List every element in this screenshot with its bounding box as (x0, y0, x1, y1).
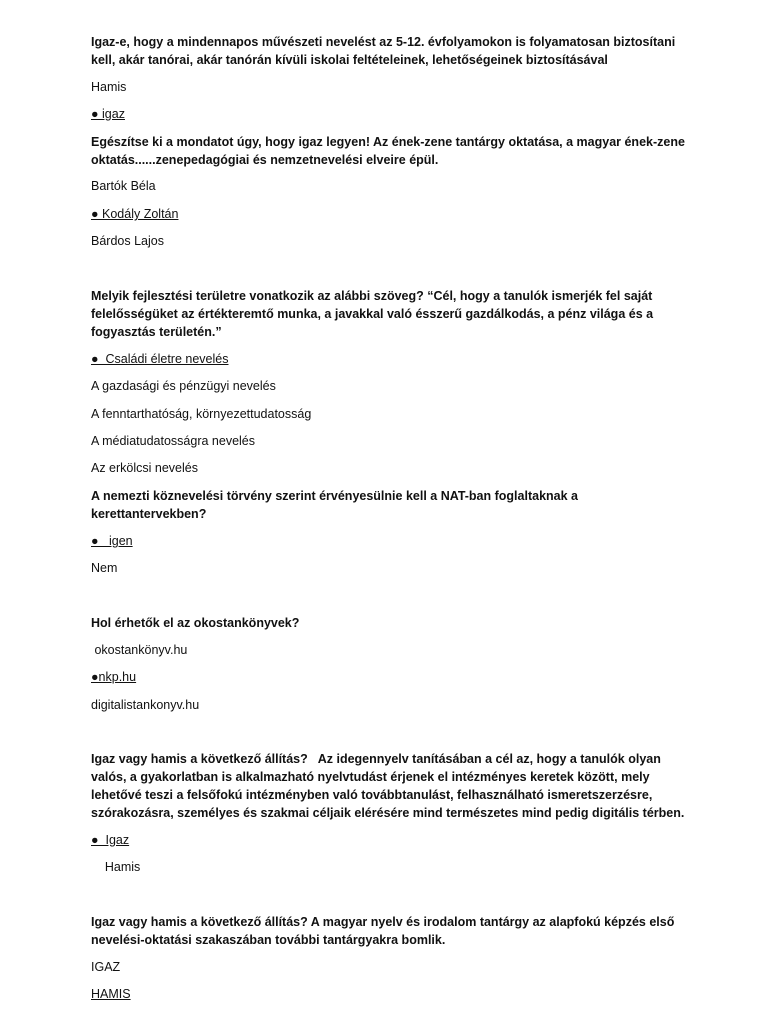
question-7-line-2: nevelési-oktatási szakaszában további tantárgyakra bomlik. (91, 933, 446, 947)
question-3-line-1: Melyik fejlesztési területre vonatkozik az alábbi szöveg? “Cél, hogy a tanulók ismerjék fel saját (91, 289, 653, 303)
question-4-option-2: Nem (91, 561, 118, 575)
question-7-option-1: IGAZ (91, 960, 121, 974)
question-3-option-2: A gazdasági és pénzügyi nevelés (91, 379, 276, 393)
question-1-option-2-selected: ● igaz (91, 107, 125, 121)
question-3-line-2: felelősségüket az értékteremtő munka, a javakkal való ésszerű gazdálkodás, a pénz világa és a (91, 307, 654, 321)
question-2-option-1: Bartók Béla (91, 179, 156, 193)
question-3-option-5: Az erkölcsi nevelés (91, 461, 198, 475)
question-3-option-4: A médiatudatosságra nevelés (91, 434, 255, 448)
question-2-option-2-selected: ● Kodály Zoltán (91, 207, 179, 221)
question-7-line-1: Igaz vagy hamis a következő állítás? A magyar nyelv és irodalom tantárgy az alapfokú képzés első (91, 915, 675, 929)
question-2-line-1: Egészítse ki a mondatot úgy, hogy igaz legyen! Az ének-zene tantárgy oktatása, a magyar ének-zene (91, 135, 685, 149)
question-6-option-2: Hamis (91, 860, 141, 874)
question-1-option-1: Hamis (91, 80, 127, 94)
question-5-line-1: Hol érhetők el az okostankönyvek? (91, 616, 300, 630)
question-1-line-1: Igaz-e, hogy a mindennapos művészeti nevelést az 5-12. évfolyamokon is folyamatosan biztosítani (91, 35, 676, 49)
question-5-option-3: digitalistankonyv.hu (91, 698, 200, 712)
question-5-option-2-selected: ●nkp.hu (91, 670, 137, 684)
question-7-option-2-selected: HAMIS (91, 987, 131, 1001)
question-6-line-4: szórakozásra, személyes és szakmai céljaik elérésére mind természetes mind pedig digitális térben. (91, 806, 685, 820)
question-4-line-2: kerettantervekben? (91, 507, 207, 521)
question-6-option-1-selected: ● Igaz (91, 833, 130, 847)
question-6-line-1: Igaz vagy hamis a következő állítás? Az idegennyelv tanításában a cél az, hogy a tanulók olyan (91, 752, 661, 766)
question-3-option-3: A fenntarthatóság, környezettudatosság (91, 407, 312, 421)
question-6-line-3: lehetővé teszi a felsőfokú intézményben való továbbtanulást, felhasználható ismeretszerzésre, (91, 788, 653, 802)
question-2-line-2: oktatás......zenepedagógiai és nemzetnevelési elveire épül. (91, 153, 439, 167)
question-4-option-1-selected: ● igen (91, 534, 133, 548)
question-6-line-2: valós, a gyakorlatban is alkalmazható nyelvtudást érjenek el intézményes keretek között, mely (91, 770, 650, 784)
question-5-option-1: okostankönyv.hu (91, 643, 188, 657)
question-4-line-1: A nemezti köznevelési törvény szerint érvényesülnie kell a NAT-ban foglaltaknak a (91, 489, 578, 503)
question-3-line-3: fogyasztás területén.” (91, 325, 222, 339)
question-3-option-1-selected: ● Családi életre nevelés (91, 352, 229, 366)
question-2-option-3: Bárdos Lajos (91, 234, 164, 248)
question-1-line-2: kell, akár tanórai, akár tanórán kívüli iskolai feltételeinek, lehetőségeinek biztosításával (91, 53, 608, 67)
